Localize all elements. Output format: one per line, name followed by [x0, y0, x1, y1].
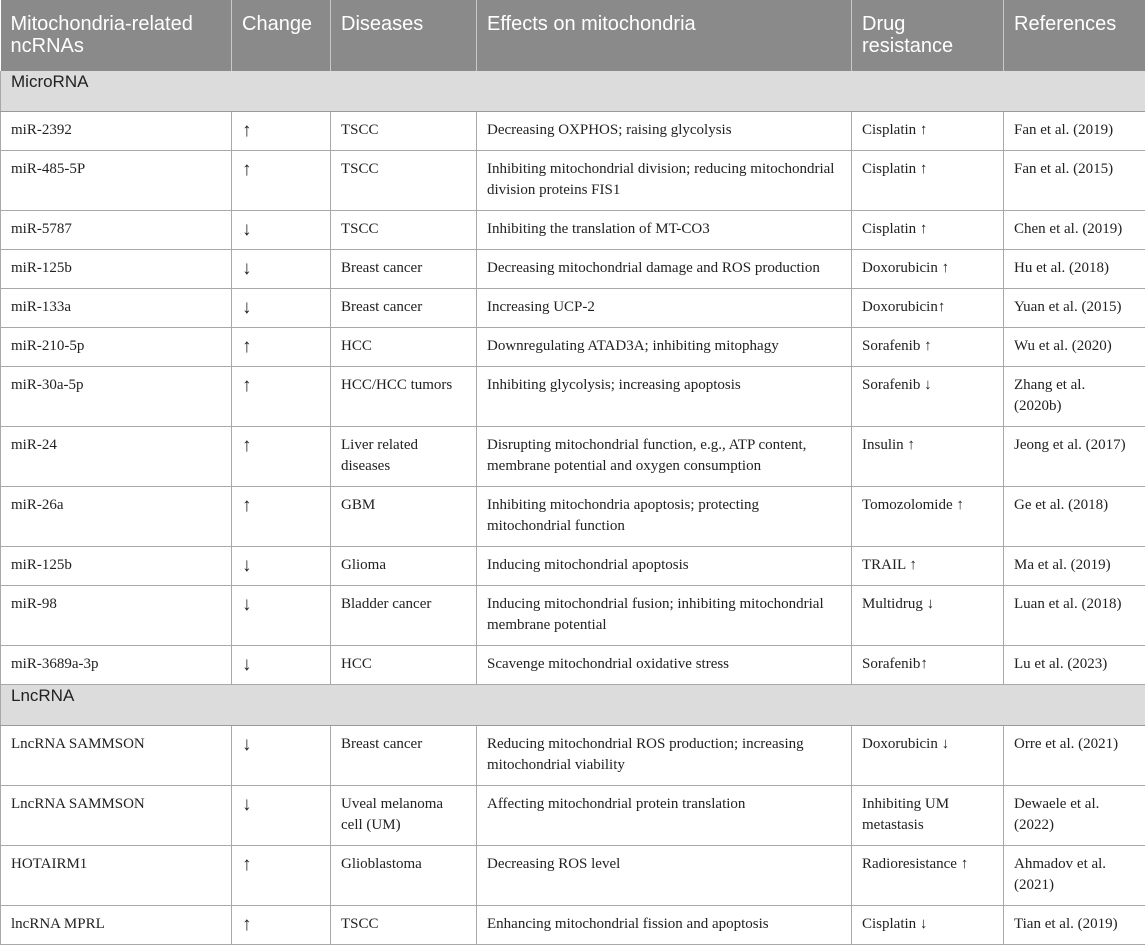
section-row-lncrna	[1, 685, 1145, 726]
cell-change: ↑	[232, 487, 331, 547]
cell-ncrna: miR-5787	[1, 211, 232, 250]
cell-change: ↓	[232, 211, 331, 250]
cell-effect: Decreasing ROS level	[477, 846, 852, 906]
cell-reference: Jeong et al. (2017)	[1004, 427, 1145, 487]
cell-reference: Chen et al. (2019)	[1004, 211, 1145, 250]
cell-change: ↑	[232, 151, 331, 211]
cell-disease: HCC/HCC tumors	[331, 367, 477, 427]
cell-reference: Tian et al. (2019)	[1004, 906, 1145, 945]
header-change: Change	[232, 0, 331, 71]
cell-disease: HCC	[331, 328, 477, 367]
cell-effect: Inhibiting the translation of MT-CO3	[477, 211, 852, 250]
cell-change: ↓	[232, 646, 331, 685]
cell-drug-resistance: Doxorubicin ↓	[852, 726, 1004, 786]
cell-drug-resistance: Radioresistance ↑	[852, 846, 1004, 906]
table-row	[1, 112, 1145, 151]
cell-drug-resistance: Multidrug ↓	[852, 586, 1004, 646]
table-row	[1, 906, 1145, 945]
table-row	[1, 151, 1145, 211]
table-row	[1, 250, 1145, 289]
cell-ncrna: miR-3689a-3p	[1, 646, 232, 685]
cell-disease: Breast cancer	[331, 289, 477, 328]
cell-reference: Lu et al. (2023)	[1004, 646, 1145, 685]
table-row	[1, 586, 1145, 646]
table-row	[1, 646, 1145, 685]
table-row	[1, 427, 1145, 487]
cell-change: ↓	[232, 547, 331, 586]
cell-disease: TSCC	[331, 112, 477, 151]
cell-disease: Breast cancer	[331, 250, 477, 289]
cell-reference: Hu et al. (2018)	[1004, 250, 1145, 289]
cell-drug-resistance: Sorafenib↑	[852, 646, 1004, 685]
cell-effect: Inhibiting mitochondria apoptosis; protecting mitochondrial function	[477, 487, 852, 547]
cell-ncrna: miR-26a	[1, 487, 232, 547]
cell-reference: Wu et al. (2020)	[1004, 328, 1145, 367]
cell-reference: Zhang et al. (2020b)	[1004, 367, 1145, 427]
cell-effect: Downregulating ATAD3A; inhibiting mitophagy	[477, 328, 852, 367]
cell-effect: Enhancing mitochondrial fission and apoptosis	[477, 906, 852, 945]
cell-ncrna: miR-30a-5p	[1, 367, 232, 427]
cell-disease: TSCC	[331, 211, 477, 250]
table-row	[1, 547, 1145, 586]
section-row-microrna	[1, 71, 1145, 112]
cell-effect: Scavenge mitochondrial oxidative stress	[477, 646, 852, 685]
header-effects: Effects on mitochondria	[477, 0, 852, 71]
cell-effect: Reducing mitochondrial ROS production; increasing mitochondrial viability	[477, 726, 852, 786]
cell-reference: Ahmadov et al. (2021)	[1004, 846, 1145, 906]
cell-reference: Yuan et al. (2015)	[1004, 289, 1145, 328]
cell-drug-resistance: Sorafenib ↑	[852, 328, 1004, 367]
cell-drug-resistance: Sorafenib ↓	[852, 367, 1004, 427]
cell-disease: GBM	[331, 487, 477, 547]
cell-drug-resistance: Cisplatin ↑	[852, 211, 1004, 250]
cell-reference: Ge et al. (2018)	[1004, 487, 1145, 547]
cell-ncrna: miR-2392	[1, 112, 232, 151]
section-title: LncRNA	[1, 685, 1145, 726]
cell-ncrna: miR-485-5P	[1, 151, 232, 211]
cell-change: ↑	[232, 906, 331, 945]
cell-disease: Uveal melanoma cell (UM)	[331, 786, 477, 846]
cell-disease: Bladder cancer	[331, 586, 477, 646]
cell-reference: Fan et al. (2019)	[1004, 112, 1145, 151]
cell-ncrna: LncRNA SAMMSON	[1, 786, 232, 846]
cell-ncrna: miR-98	[1, 586, 232, 646]
cell-drug-resistance: Cisplatin ↑	[852, 112, 1004, 151]
cell-reference: Luan et al. (2018)	[1004, 586, 1145, 646]
table-row	[1, 328, 1145, 367]
cell-change: ↓	[232, 726, 331, 786]
cell-drug-resistance: Cisplatin ↑	[852, 151, 1004, 211]
cell-drug-resistance: TRAIL ↑	[852, 547, 1004, 586]
header-references: References	[1004, 0, 1145, 71]
cell-reference: Orre et al. (2021)	[1004, 726, 1145, 786]
cell-effect: Decreasing OXPHOS; raising glycolysis	[477, 112, 852, 151]
cell-effect: Inducing mitochondrial apoptosis	[477, 547, 852, 586]
cell-drug-resistance: Doxorubicin ↑	[852, 250, 1004, 289]
cell-drug-resistance: Insulin ↑	[852, 427, 1004, 487]
cell-change: ↓	[232, 786, 331, 846]
cell-effect: Inhibiting mitochondrial division; reducing mitochondrial division proteins FIS1	[477, 151, 852, 211]
table-row	[1, 726, 1145, 786]
section-title: MicroRNA	[1, 71, 1145, 112]
header-drug-resistance: Drug resistance	[852, 0, 1004, 71]
header-row	[1, 0, 1145, 71]
cell-change: ↑	[232, 328, 331, 367]
cell-reference: Dewaele et al. (2022)	[1004, 786, 1145, 846]
cell-ncrna: LncRNA SAMMSON	[1, 726, 232, 786]
cell-effect: Decreasing mitochondrial damage and ROS production	[477, 250, 852, 289]
cell-ncrna: miR-125b	[1, 250, 232, 289]
cell-disease: Glioblastoma	[331, 846, 477, 906]
cell-disease: TSCC	[331, 906, 477, 945]
cell-effect: Affecting mitochondrial protein translation	[477, 786, 852, 846]
cell-change: ↑	[232, 112, 331, 151]
cell-effect: Inducing mitochondrial fusion; inhibiting mitochondrial membrane potential	[477, 586, 852, 646]
cell-change: ↓	[232, 289, 331, 328]
table-row	[1, 846, 1145, 906]
cell-effect: Inhibiting glycolysis; increasing apoptosis	[477, 367, 852, 427]
table-row	[1, 211, 1145, 250]
cell-ncrna: HOTAIRM1	[1, 846, 232, 906]
cell-disease: Breast cancer	[331, 726, 477, 786]
cell-effect: Disrupting mitochondrial function, e.g., ATP content, membrane potential and oxygen consumption	[477, 427, 852, 487]
cell-change: ↓	[232, 586, 331, 646]
header-diseases: Diseases	[331, 0, 477, 71]
cell-ncrna: miR-24	[1, 427, 232, 487]
cell-effect: Increasing UCP-2	[477, 289, 852, 328]
header-ncrna: Mitochondria-related ncRNAs	[1, 0, 232, 71]
cell-disease: Glioma	[331, 547, 477, 586]
table-row	[1, 786, 1145, 846]
cell-ncrna: miR-125b	[1, 547, 232, 586]
cell-disease: TSCC	[331, 151, 477, 211]
cell-change: ↓	[232, 250, 331, 289]
cell-ncrna: miR-133a	[1, 289, 232, 328]
cell-change: ↑	[232, 427, 331, 487]
cell-change: ↑	[232, 367, 331, 427]
cell-drug-resistance: Inhibiting UM metastasis	[852, 786, 1004, 846]
cell-ncrna: miR-210-5p	[1, 328, 232, 367]
cell-reference: Ma et al. (2019)	[1004, 547, 1145, 586]
cell-drug-resistance: Doxorubicin↑	[852, 289, 1004, 328]
table-row	[1, 289, 1145, 328]
table-row	[1, 487, 1145, 547]
cell-disease: Liver related diseases	[331, 427, 477, 487]
cell-drug-resistance: Tomozolomide ↑	[852, 487, 1004, 547]
cell-drug-resistance: Cisplatin ↓	[852, 906, 1004, 945]
cell-change: ↑	[232, 846, 331, 906]
cell-disease: HCC	[331, 646, 477, 685]
cell-ncrna: lncRNA MPRL	[1, 906, 232, 945]
cell-reference: Fan et al. (2015)	[1004, 151, 1145, 211]
table-row	[1, 367, 1145, 427]
